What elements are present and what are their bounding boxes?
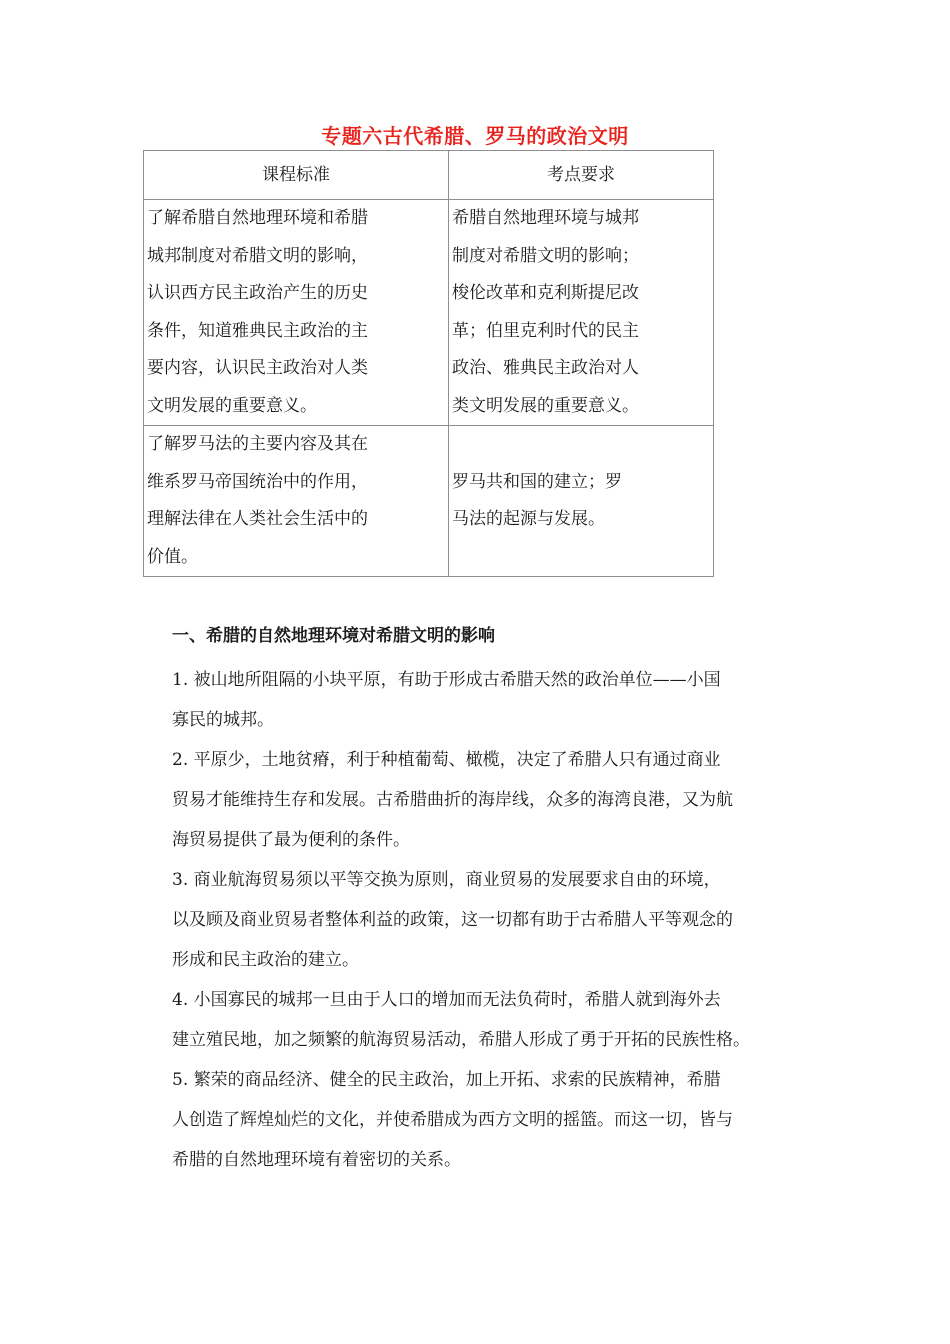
paragraph-line: 寡民的城邦。	[172, 710, 274, 730]
cell-line: 罗马共和国的建立；罗	[452, 471, 622, 492]
cell-line: 要内容，认识民主政治对人类	[147, 358, 368, 378]
cell-line: 文明发展的重要意义。	[147, 395, 317, 416]
curriculum-table	[143, 150, 714, 577]
section-heading: 一、希腊的自然地理环境对希腊文明的影响	[172, 626, 495, 646]
paragraph-line: 3. 商业航海贸易须以平等交换为原则，商业贸易的发展要求自由的环境，	[172, 870, 721, 890]
paragraph-line: 5. 繁荣的商品经济、健全的民主政治，加上开拓、求索的民族精神，希腊	[172, 1070, 721, 1090]
paragraph-4	[172, 980, 832, 1060]
paragraph-line: 贸易才能维持生存和发展。古希腊曲折的海岸线，众多的海湾良港，又为航	[172, 790, 733, 810]
cell-standard-rome	[144, 426, 449, 577]
cell-line: 政治、雅典民主政治对人	[452, 358, 639, 378]
cell-line: 类文明发展的重要意义。	[452, 395, 639, 416]
table-header-row	[144, 151, 714, 200]
table-row	[144, 426, 714, 577]
paragraph-line: 4. 小国寡民的城邦一旦由于人口的增加而无法负荷时，希腊人就到海外去	[172, 990, 721, 1010]
cell-line: 梭伦改革和克利斯提尼改	[452, 283, 639, 303]
cell-standard-greece	[144, 200, 449, 426]
paragraph-line: 1. 被山地所阻隔的小块平原，有助于形成古希腊天然的政治单位——小国	[172, 670, 721, 690]
document-title: 专题六古代希腊、罗马的政治文明	[321, 124, 629, 148]
cell-line: 价值。	[147, 546, 198, 567]
cell-line: 希腊自然地理环境与城邦	[452, 208, 639, 228]
paragraph-line: 2. 平原少，土地贫瘠，利于种植葡萄、橄榄，决定了希腊人只有通过商业	[172, 750, 721, 770]
cell-line: 城邦制度对希腊文明的影响，	[147, 245, 368, 266]
cell-line: 条件，知道雅典民主政治的主	[147, 320, 368, 341]
paragraph-line: 建立殖民地，加之频繁的航海贸易活动，希腊人形成了勇于开拓的民族性格。	[172, 1030, 750, 1050]
table-row	[144, 200, 714, 426]
cell-line: 了解希腊自然地理环境和希腊	[147, 208, 368, 228]
paragraph-line: 形成和民主政治的建立。	[172, 950, 359, 970]
paragraph-2	[172, 740, 832, 860]
cell-line: 认识西方民主政治产生的历史	[147, 283, 368, 303]
paragraph-line: 以及顾及商业贸易者整体利益的政策，这一切都有助于古希腊人平等观念的	[172, 910, 733, 930]
cell-requirement-greece	[449, 200, 714, 426]
paragraph-5	[172, 1060, 832, 1180]
cell-requirement-rome	[449, 426, 714, 577]
paragraph-line: 海贸易提供了最为便利的条件。	[172, 830, 410, 850]
section-greece-geography	[172, 622, 832, 1180]
cell-line: 马法的起源与发展。	[452, 509, 605, 529]
paragraph-3	[172, 860, 832, 980]
cell-line: 了解罗马法的主要内容及其在	[147, 434, 368, 454]
paragraph-line: 人创造了辉煌灿烂的文化，并使希腊成为西方文明的摇篮。而这一切，皆与	[172, 1110, 733, 1130]
header-exam-requirement: 考点要求	[449, 151, 714, 200]
cell-line: 理解法律在人类社会生活中的	[147, 509, 368, 529]
paragraph-line: 希腊的自然地理环境有着密切的关系。	[172, 1150, 461, 1170]
header-course-standard: 课程标准	[144, 151, 449, 200]
cell-line: 制度对希腊文明的影响；	[452, 245, 639, 266]
cell-line: 革；伯里克利时代的民主	[452, 320, 639, 341]
cell-line: 维系罗马帝国统治中的作用，	[147, 471, 368, 492]
paragraph-1	[172, 660, 832, 740]
